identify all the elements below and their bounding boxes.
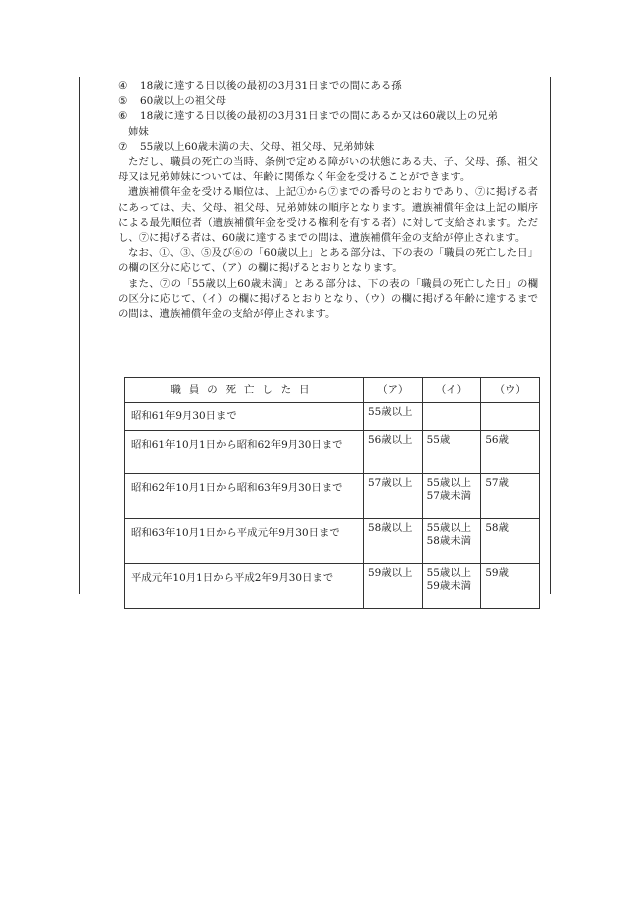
table-cell-c: 59歳 [481,564,540,609]
paragraph-exception: ただし、職員の死亡の当時、条例で定める障がいの状態にある夫、子、父母、孫、祖父母又は兄弟姉妹については、年齢に関係なく年金を受けることができます。 [118,156,538,184]
table-cell-c: 58歳 [481,519,540,564]
table-cell-a: 55歳以上 [364,403,423,431]
table-cell-b [422,474,481,519]
table-cell-b [422,403,481,431]
page-frame-left-rule [79,77,80,594]
age-table [124,377,540,609]
table-row [125,403,540,431]
list-item [118,79,538,94]
page-frame-right-rule [550,77,551,594]
table-cell-a: 58歳以上 [364,519,423,564]
table-header-b: （イ） [422,378,481,403]
table-cell-period: 昭和61年10月1日から昭和62年9月30日まで [125,431,364,474]
table-row [125,564,540,609]
table-cell-period: 平成元年10月1日から平成2年9月30日まで [125,564,364,609]
list-item-number: ⑥ [118,110,128,123]
table-header-a: （ア） [364,378,423,403]
document-body [118,79,538,322]
list-item-text: 55歳以上60歳未満の夫、父母、祖父母、兄弟姉妹 [140,140,375,153]
table-cell-period: 昭和63年10月1日から平成元年9月30日まで [125,519,364,564]
paragraph-note-b: また、⑦の「55歳以上60歳未満」とある部分は、下の表の「職員の死亡した日」の欄の区分に応じて、（イ）の欄に掲げるとおりとなり、（ウ）の欄に掲げる年齢に達するまでの間は、遺族補償年金の支給が停止されます。 [118,277,538,321]
table-cell-b [422,519,481,564]
table-cell-c: 57歳 [481,474,540,519]
table-cell-b [422,431,481,474]
list-item-text: 18歳に達する日以後の最初の3月31日までの間にある孫 [140,80,402,92]
table-cell-period: 昭和62年10月1日から昭和63年9月30日まで [125,474,364,519]
list-item [118,94,538,109]
table-cell-b-line1: 55歳以上 [426,522,472,534]
list-item-number: ⑦ [118,140,128,153]
table-cell-b-line1: 55歳以上 [426,567,472,579]
table-cell-b-line2: 57歳未満 [426,490,472,502]
table-cell-c: 56歳 [481,431,540,474]
list-item-continuation: 姉妹 [128,125,149,138]
table-cell-a: 56歳以上 [364,431,423,474]
table-cell-b-line1: 55歳 [426,434,451,446]
list-item-number: ⑤ [118,95,128,108]
table-header-c: （ウ） [481,378,540,403]
table-row [125,431,540,474]
table-cell-period: 昭和61年9月30日まで [125,403,364,431]
table-row [125,519,540,564]
paragraph-order: 遺族補償年金を受ける順位は、上記①から⑦までの番号のとおりであり、⑦に掲げる者にあっては、夫、父母、祖父母、兄弟姉妹の順序となります。遺族補償年金は上記の順序による最先順位者（遺族補償年金を受ける権利を有する者）に対して支給されます。ただし、⑦に掲げる者は、60歳に達するまでの間は、遺族補償年金の支給が停止されます。 [118,186,538,245]
list-item-text: 18歳に達する日以後の最初の3月31日までの間にあるか又は60歳以上の兄弟 [140,110,498,123]
list-item [118,140,538,155]
table-cell-a: 59歳以上 [364,564,423,609]
list-item-number: ④ [118,80,128,92]
table-cell-c [481,403,540,431]
table-header-row [125,378,540,403]
table-row [125,474,540,519]
list-item [118,109,538,139]
table-cell-b-line2: 59歳未満 [426,580,472,592]
list-item-text: 60歳以上の祖父母 [140,95,226,108]
table-cell-b-line1: 55歳以上 [426,477,472,489]
list-item-text-wrapper [128,109,538,139]
paragraph-note-a: なお、①、③、⑤及び⑥の「60歳以上」とある部分は、下の表の「職員の死亡した日」の欄の区分に応じて、（ア）の欄に掲げるとおりとなります。 [118,247,538,275]
table-cell-b-line2: 58歳未満 [426,535,472,547]
table-cell-a: 57歳以上 [364,474,423,519]
table-cell-b [422,564,481,609]
table-header-period: 職員の死亡した日 [125,378,364,403]
